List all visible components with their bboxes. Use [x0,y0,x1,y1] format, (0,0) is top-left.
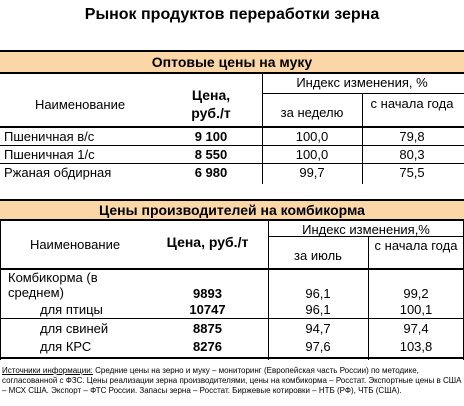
feed-col-name: Наименование [29,237,121,252]
flour-col-price: Цена, руб./т [191,87,231,121]
feed-group-label: Комбикорма (в среднем) [8,270,98,300]
feed-col-price: Цена, руб./т [166,234,249,250]
row-year: 100,1 [399,302,433,317]
footnote [2,366,462,396]
table-row [0,285,464,301]
row-price: 10747 [189,302,226,317]
row-price: 6 980 [194,165,228,180]
table-row [0,301,464,317]
footnote-text: Средние цены на зерно и муку – мониторинг (Европейская часть России) по методике, согласованной с ФЗС. Цены реализации зерна производителями, цены на комбикорма – Росстат. Экспортные цены в США – МСХ США. Экспорт – ФТС России. Запасы зерна – Росстат. Биржевые котировки – НТБ (РФ), ЧТБ (США). [2,366,462,395]
row-price: 8 550 [194,147,228,162]
row-name: Пшеничная 1/с [4,147,95,162]
feed-col-year: с начала года [374,238,458,253]
flour-table-header: Оптовые цены на муку [0,50,464,74]
row-july: 96,1 [305,302,331,317]
table-row [0,338,464,354]
row-price: 9893 [193,286,222,301]
row-year: 99,2 [403,286,429,301]
row-july: 96,1 [305,286,331,301]
row-price: 8276 [193,339,222,354]
table-row [0,128,464,145]
row-price: 8875 [193,321,222,336]
feed-table-header: Цены производителей на комбикорма [0,199,464,221]
row-name: для свиней [40,321,109,336]
footnote-label: Источники информации: [2,366,93,375]
flour-col-year: с начала года [370,96,454,111]
row-year: 97,4 [403,321,429,336]
table-row [0,164,464,181]
row-year: 75,5 [399,165,425,180]
table-row [0,320,464,336]
row-year: 103,8 [399,339,433,354]
row-name: Пшеничная в/с [4,129,95,144]
row-name: Ржаная обдирная [4,165,112,180]
feed-col-index: Индекс изменения,% [302,222,430,237]
row-july: 97,6 [305,339,331,354]
flour-col-index: Индекс изменения, % [296,75,428,90]
row-year: 80,3 [399,147,425,162]
row-name: для птицы [40,302,103,317]
table-row [0,146,464,163]
row-year: 79,8 [399,129,425,144]
row-price: 9 100 [194,129,228,144]
feed-col-july: за июль [294,248,342,263]
flour-col-name: Наименование [34,97,126,112]
row-july: 94,7 [305,321,331,336]
flour-col-week: за неделю [280,105,344,120]
page-title: Рынок продуктов переработки зерна [84,6,380,23]
row-week: 100,0 [295,129,329,144]
row-name: для КРС [40,339,92,354]
row-week: 99,7 [299,165,325,180]
row-week: 100,0 [295,147,329,162]
